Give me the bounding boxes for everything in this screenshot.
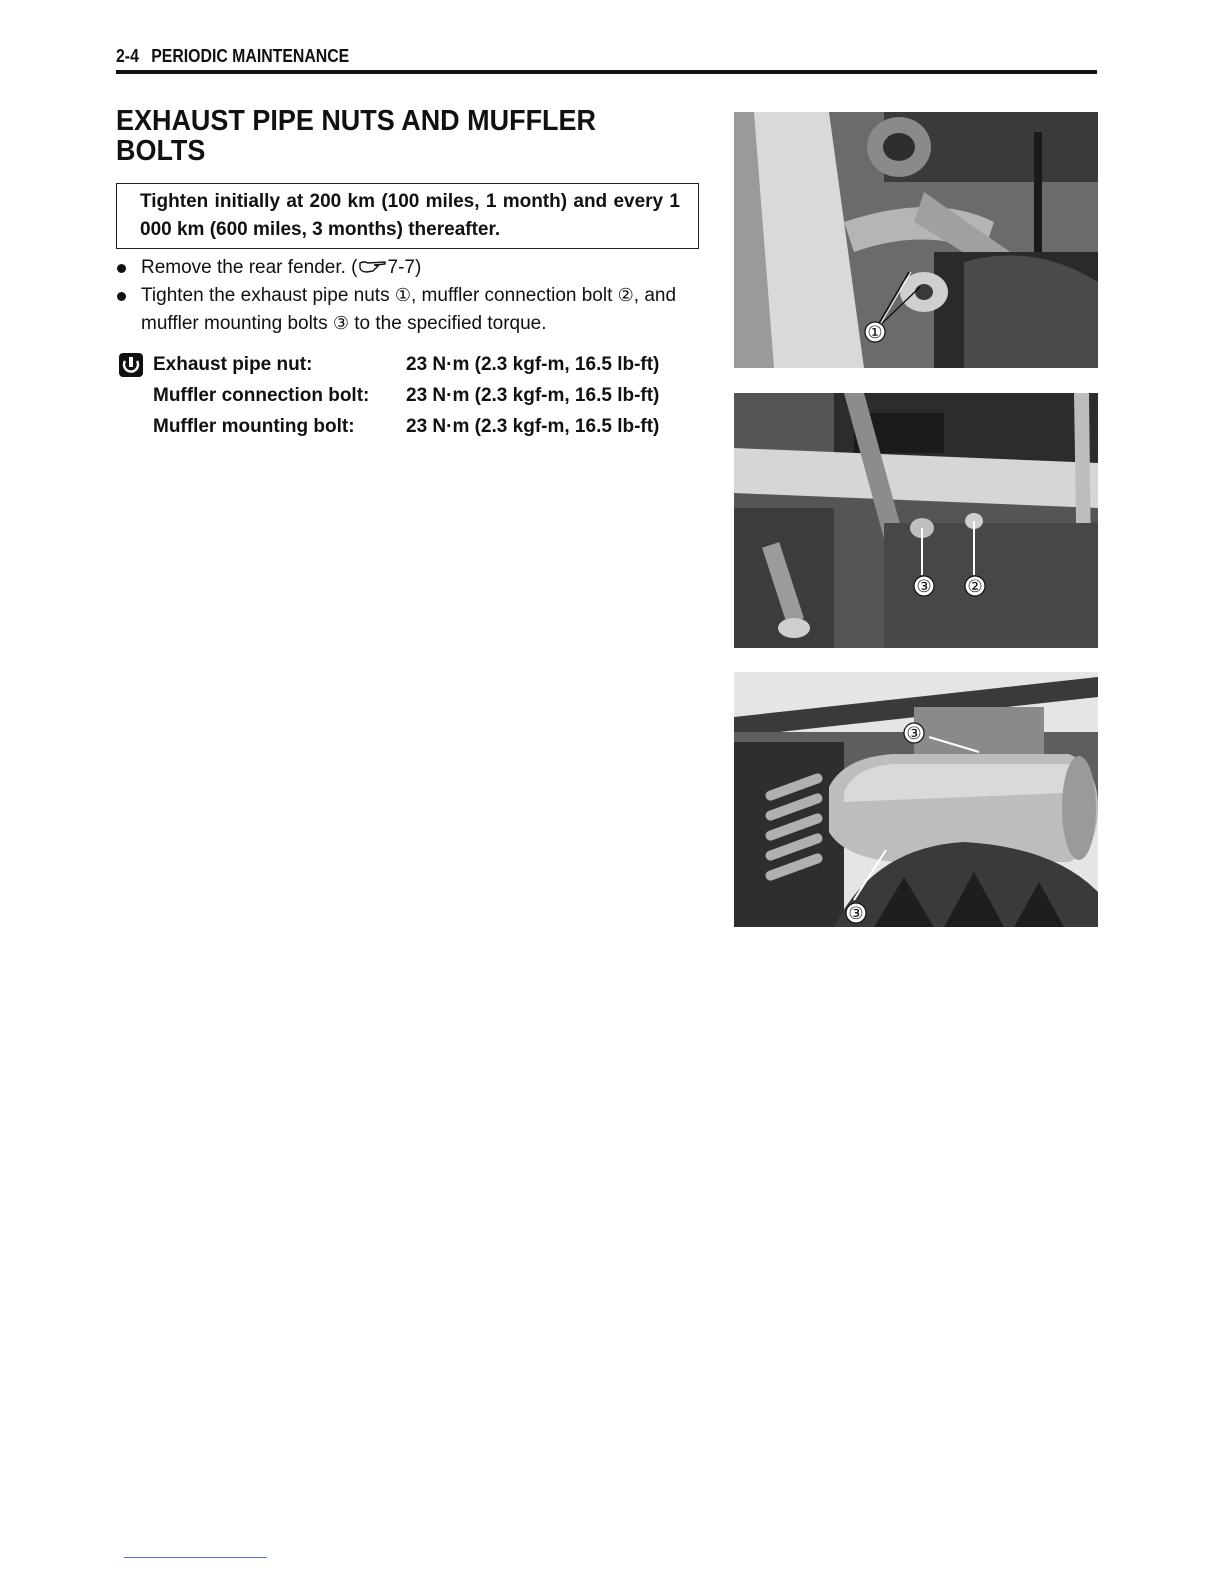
marker-3: ③ xyxy=(332,313,349,334)
page-number: 2-4 xyxy=(116,46,139,66)
photo-muffler-mounting-bolts-illustration xyxy=(734,672,1098,927)
step-text-part-3: , and muffler mounting bolts xyxy=(141,285,677,334)
photo-exhaust-pipe-nuts xyxy=(734,112,1098,368)
callout-label-3: ③ xyxy=(916,577,932,597)
photo-exhaust-pipe-nuts-illustration xyxy=(734,112,1098,368)
callout-label-1: ① xyxy=(867,323,883,343)
step-remove-fender xyxy=(116,254,706,282)
torque-label: Muffler mounting bolt: xyxy=(153,416,355,437)
torque-label: Muffler connection bolt: xyxy=(153,385,370,406)
page-title-line-1: EXHAUST PIPE NUTS AND MUFFLER xyxy=(116,105,596,137)
step-text-part-1: Tighten the exhaust pipe nuts xyxy=(141,285,395,306)
step-text: Remove the rear fender. ( xyxy=(141,257,358,278)
callout-label-3-top: ③ xyxy=(906,724,922,744)
step-text-part-2: , muffler connection bolt xyxy=(411,285,618,306)
torque-row-muffler-mounting-bolt xyxy=(116,414,716,444)
page-title-line-2: BOLTS xyxy=(116,135,206,167)
step-text-part-4: to the specified torque. xyxy=(349,313,547,334)
callout-label-3-bottom: ③ xyxy=(848,904,864,924)
procedure-steps xyxy=(116,254,706,338)
section-title: PERIODIC MAINTENANCE xyxy=(151,46,350,66)
bullet-icon xyxy=(117,264,126,273)
torque-wrench-icon xyxy=(118,352,144,378)
step-ref: 7-7) xyxy=(387,257,422,278)
torque-value: 23 N·m (2.3 kgf-m, 16.5 lb-ft) xyxy=(406,354,660,375)
torque-row-muffler-connection-bolt xyxy=(116,383,716,413)
photo-muffler-connection-bolt xyxy=(734,393,1098,648)
bullet-icon xyxy=(117,292,126,301)
header-text xyxy=(116,46,362,67)
torque-value: 23 N·m (2.3 kgf-m, 16.5 lb-ft) xyxy=(406,385,660,406)
page-title xyxy=(116,106,655,166)
step-tighten xyxy=(116,282,706,338)
torque-label: Exhaust pipe nut: xyxy=(153,354,313,375)
marker-2: ② xyxy=(617,285,634,306)
photo-muffler-mounting-bolts xyxy=(734,672,1098,927)
marker-1: ① xyxy=(394,285,411,306)
page-header xyxy=(116,44,1097,74)
photo-muffler-connection-bolt-illustration xyxy=(734,393,1098,648)
reference-pointer-icon xyxy=(358,260,388,274)
torque-row-exhaust-pipe-nut xyxy=(116,352,716,382)
callout-label-2: ② xyxy=(967,577,983,597)
footer-divider xyxy=(124,1557,267,1558)
schedule-note: Tighten initially at 200 km (100 miles, 1 month) and every 1 000 km (600 miles, 3 months) thereafter. xyxy=(116,183,699,249)
torque-value: 23 N·m (2.3 kgf-m, 16.5 lb-ft) xyxy=(406,416,660,437)
